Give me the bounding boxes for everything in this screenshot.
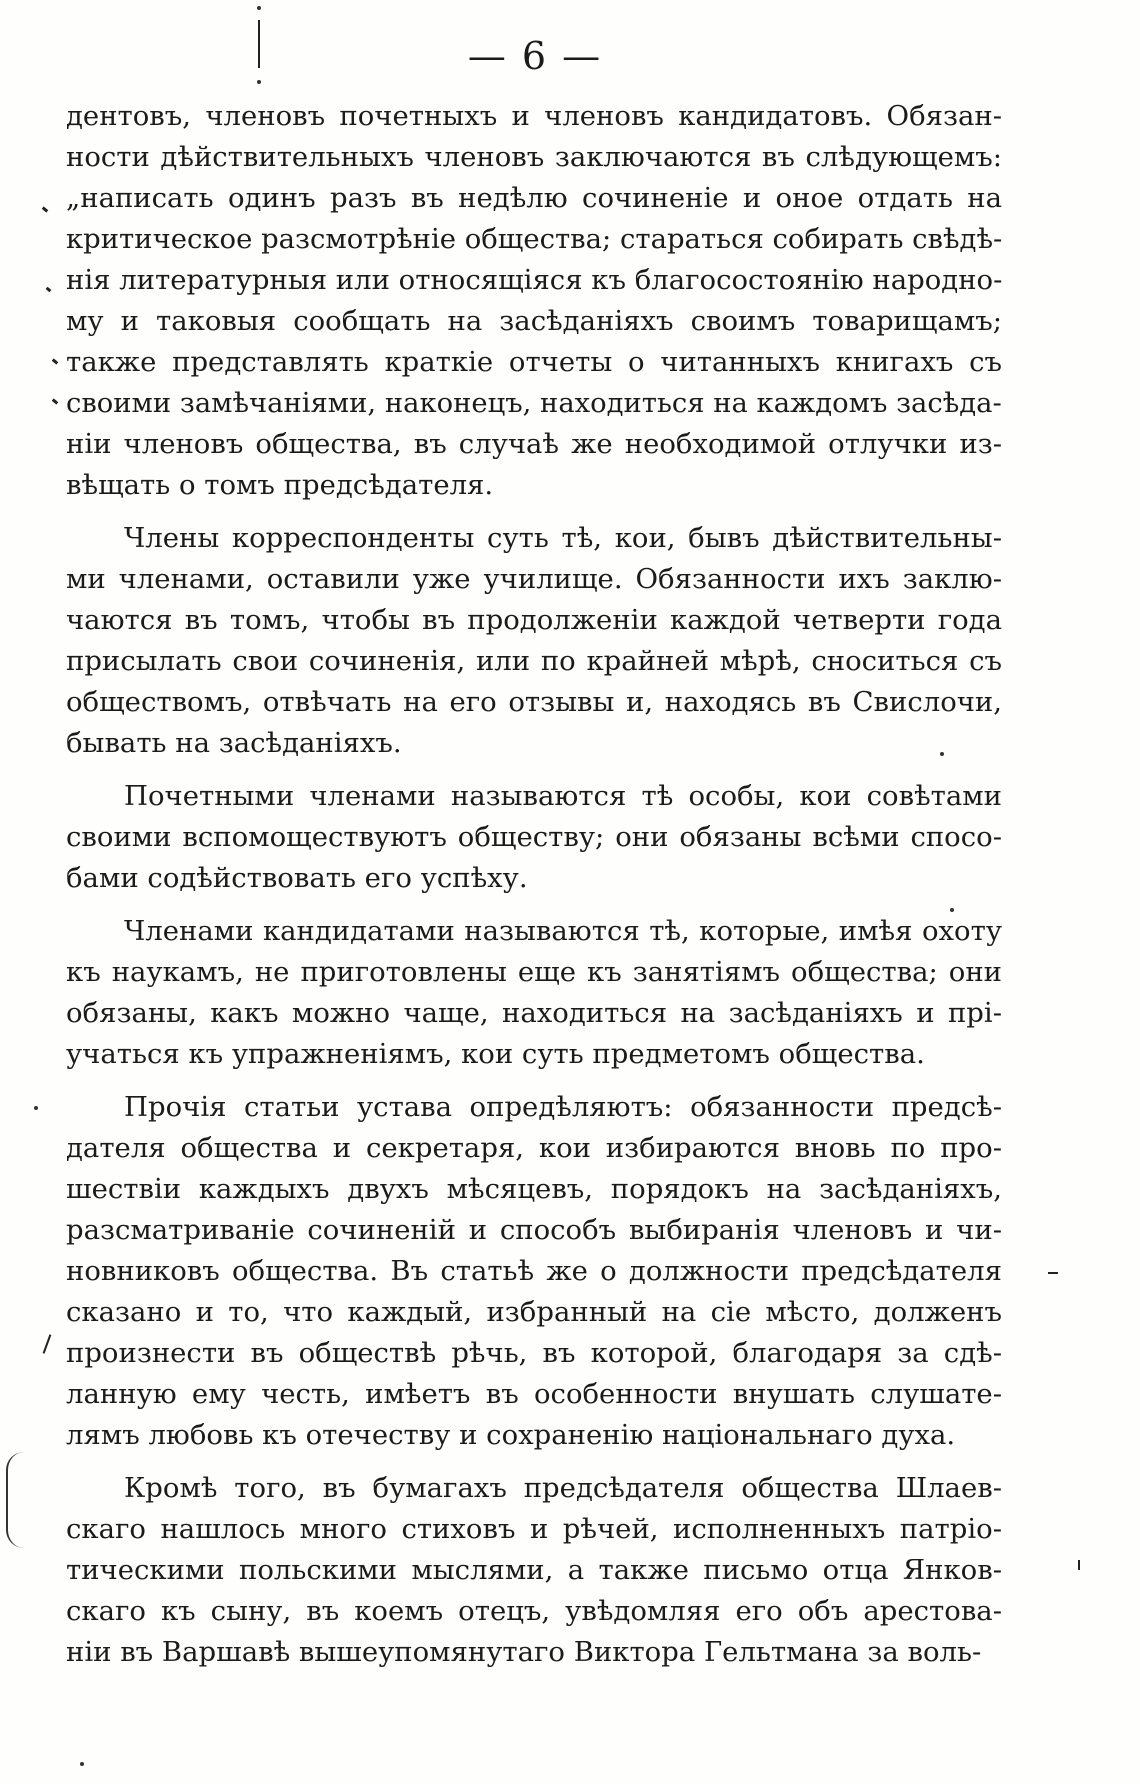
text-line: дателя общества и секретаря, кои избираются вновь по про- <box>66 1132 1002 1164</box>
margin-dash <box>1048 1272 1058 1274</box>
text-line: скаго къ сыну, въ коемъ отецъ, увѣдомляя его объ арестова- <box>66 1595 1002 1627</box>
paragraph <box>66 776 1002 899</box>
text-line: критическое разсмотрѣніе общества; стараться собирать свѣдѣ- <box>66 223 1003 255</box>
margin-speck <box>257 6 261 10</box>
margin-speck <box>34 1106 38 1110</box>
paragraph-gap <box>66 1456 1002 1468</box>
text-line: произнести въ обществѣ рѣчь, въ которой, благодаря за сдѣ- <box>66 1337 1002 1369</box>
margin-tick <box>52 358 59 364</box>
margin-tick <box>42 206 49 212</box>
text-line: вѣщать о томъ предсѣдателя. <box>66 469 494 501</box>
page-number: — 6 — <box>467 34 603 78</box>
margin-tick <box>43 1334 52 1353</box>
text-line: ланную ему честь, имѣетъ въ особенности внушать слушате- <box>66 1378 1002 1410</box>
text-line: своими замѣчаніями, наконецъ, находиться на каждомъ засѣда- <box>66 387 1002 419</box>
text-line: Членами кандидатами называются тѣ, которые, имѣя охоту <box>124 915 1002 947</box>
text-line: Почетными членами называются тѣ особы, кои совѣтами <box>124 780 1002 812</box>
text-line: Члены корреспонденты суть тѣ, кои, бывъ дѣйствительны- <box>124 522 1002 554</box>
text-line: бами содѣйствовать его успѣху. <box>66 862 528 894</box>
paragraph <box>66 1468 1002 1673</box>
text-line: также представлять краткіе отчеты о читанныхъ книгахъ съ <box>66 346 1002 378</box>
text-line: ніи членовъ общества, въ случаѣ же необходимой отлучки из- <box>66 428 1002 460</box>
text-line: ности дѣйствительныхъ членовъ заключаются въ слѣдующемъ: <box>66 141 1002 173</box>
margin-speck <box>80 1762 84 1766</box>
text-line: дентовъ, членовъ почетныхъ и членовъ кандидатовъ. Обязан- <box>66 100 1002 132</box>
text-line: обязаны, какъ можно чаще, находиться на засѣданіяхъ и прі- <box>66 997 1002 1029</box>
paragraph-gap <box>66 764 1002 776</box>
margin-tick <box>1078 1560 1080 1570</box>
paragraph <box>66 1087 1002 1456</box>
text-line: ніи въ Варшавѣ вышеупомянутаго Виктора Гельтмана за воль- <box>66 1636 982 1668</box>
text-line: разсматриваніе сочиненій и способъ выбиранія членовъ и чи- <box>66 1214 1002 1246</box>
text-line: бывать на засѣданіяхъ. <box>66 727 402 759</box>
text-line: учаться къ упражненіямъ, кои суть предметомъ общества. <box>66 1038 925 1070</box>
paragraph <box>66 518 1002 764</box>
text-line: къ наукамъ, не приготовлены еще къ занятіямъ общества; они <box>66 956 1002 988</box>
text-line: тическими польскими мыслями, а также письмо отца Янков- <box>66 1554 1002 1586</box>
text-line: обществомъ, отвѣчать на его отзывы и, находясь въ Свислочи, <box>66 686 1002 718</box>
margin-bracket-mark <box>6 1452 28 1548</box>
body-text <box>66 96 1002 1673</box>
paragraph-gap <box>66 1075 1002 1087</box>
text-line: „написать одинъ разъ въ недѣлю сочиненіе и оное отдать на <box>66 182 1002 214</box>
text-line: нія литературныя или относящіяся къ благосостоянію народно- <box>66 264 1003 296</box>
paragraph <box>66 911 1002 1075</box>
paragraph-gap <box>66 899 1002 911</box>
text-line: Прочія статьи устава опредѣляютъ: обязанности предсѣ- <box>124 1091 1002 1123</box>
text-line: присылать свои сочиненія, или по крайней мѣрѣ, сноситься съ <box>66 645 1002 677</box>
text-line: шествіи каждыхъ двухъ мѣсяцевъ, порядокъ на засѣданіяхъ, <box>66 1173 1002 1205</box>
margin-speck <box>257 80 261 84</box>
text-line: своими вспомоществуютъ обществу; они обязаны всѣми спосо- <box>66 821 1002 853</box>
text-line: сказано и то, что каждый, избранный на сіе мѣсто, долженъ <box>66 1296 1002 1328</box>
text-line: Кромѣ того, въ бумагахъ предсѣдателя общества Шлаев- <box>124 1472 1002 1504</box>
margin-tick <box>52 398 59 404</box>
margin-tick <box>46 287 52 293</box>
paragraph-gap <box>66 506 1002 518</box>
text-line: чаются въ томъ, чтобы въ продолженіи каждой четверти года <box>66 604 1002 636</box>
text-line: ми членами, оставили уже училище. Обязанности ихъ заклю- <box>66 563 1002 595</box>
text-line: му и таковыя сообщать на засѣданіяхъ своимъ товарищамъ; <box>66 305 1002 337</box>
paragraph <box>66 96 1002 506</box>
text-line: новниковъ общества. Въ статьѣ же о должности предсѣдателя <box>66 1255 1002 1287</box>
text-line: лямъ любовь къ отечеству и сохраненію національнаго духа. <box>66 1419 956 1451</box>
text-line: скаго нашлось много стиховъ и рѣчей, исполненныхъ патріо- <box>66 1513 1002 1545</box>
